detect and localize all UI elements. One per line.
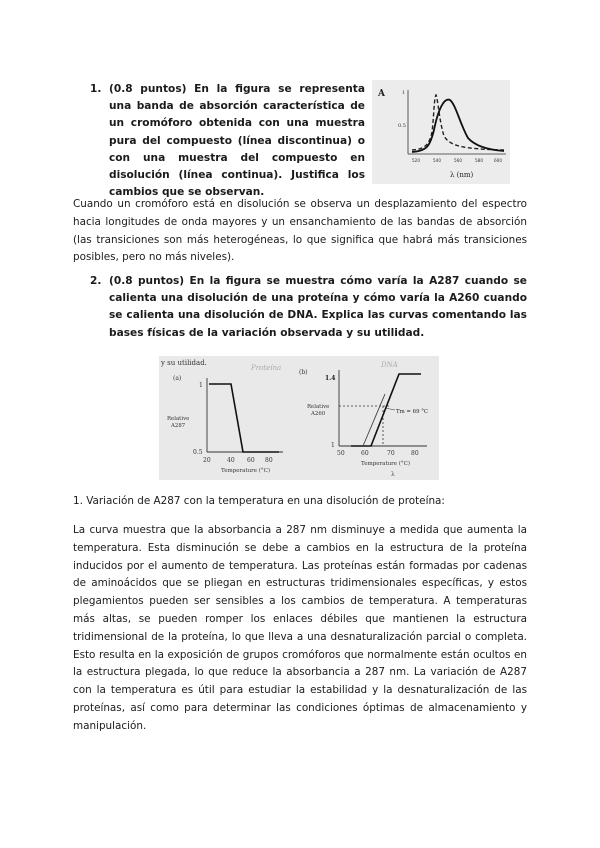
answer-1: Cuando un cromóforo está en disolución se observa un desplazamiento del espectro hacia longitudes de onda mayores y un ensanchamiento de las bandas de absorción (las transiciones son más heterogéneas, lo que significa que habrá más transiciones posibles, pero no más niveles). [73, 198, 527, 264]
section-1-heading: 1. Variación de A287 con la temperatura en una disolución de proteína: [73, 495, 445, 507]
question-1-text: (0.8 puntos) En la figura se representa una banda de absorción característica de un cromóforo obtenida con una muestra pura del compuesto (línea discontinua) o con una muestra del compuesto en disolución (línea continua). Justifica los cambios que se observan. [109, 83, 365, 199]
fig1-y-label: A [378, 89, 385, 99]
fig2a-x-tick-2: 40 [227, 457, 235, 464]
fig2a-x-tick-3: 60 [247, 457, 255, 464]
fig2-top-text: y su utilidad. [161, 359, 207, 367]
fig2a-y-tick-2: 0.5 [193, 449, 203, 456]
fig2b-y-tick-1: 1.4 [325, 375, 336, 382]
fig1-x-tick-2: 540 [433, 158, 441, 163]
fig2a-x-tick-4: 80 [265, 457, 273, 464]
fig1-x-tick-1: 520 [412, 158, 420, 163]
fig2b-x-tick-1: 50 [337, 450, 345, 457]
fig2b-handwriting: DNA [381, 361, 398, 369]
fig1-x-tick-5: 600 [494, 158, 502, 163]
fig2a-y-label-2: A287 [171, 423, 186, 429]
fig2b-y-label-1: Relative [307, 404, 330, 410]
fig1-x-label: λ (nm) [450, 171, 474, 179]
question-2-text: (0.8 puntos) En la figura se muestra cómo varía la A287 cuando se calienta una disolución de una proteína y cómo varía la A260 cuando se calienta una disolución de DNA. Explica las curvas comentando las bases físicas de la variación observada y su utilidad. [109, 275, 527, 339]
fig2b-x-label: Temperature (°C) [361, 461, 411, 467]
fig2a-tag: (a) [173, 375, 182, 382]
fig2b-x-tick-2: 60 [361, 450, 369, 457]
fig1-y-tick-2: 0.5 [398, 123, 406, 129]
fig2b-tm-label: Tm = 69 °C [396, 409, 429, 415]
fig2a-x-tick-1: 20 [203, 457, 211, 464]
question-2-number: 2. [90, 275, 102, 287]
fig1-x-tick-4: 580 [475, 158, 483, 163]
fig2b-x-tick-3: 70 [387, 450, 395, 457]
figure-absorption-band [372, 80, 510, 184]
fig2b-y-label-2: A260 [311, 411, 326, 417]
fig2a-x-label: Temperature (°C) [221, 468, 271, 474]
fig1-y-tick-1: 1 [402, 90, 406, 96]
fig2b-extra-mark: λ [391, 471, 395, 478]
fig1-x-tick-3: 560 [454, 158, 462, 163]
fig2a-handwriting: Proteína [251, 364, 282, 372]
fig2a-y-label-1: Relative [167, 416, 190, 422]
figure-thermal-denaturation [159, 356, 439, 480]
section-1-body: La curva muestra que la absorbancia a 287 nm disminuye a medida que aumenta la temperatura. Esta disminución se debe a cambios en la estructura de la proteína inducidos por el aumento de temperatura. Las proteínas están formadas por cadenas de aminoácidos que se pliegan en estructuras tridimensionales específicas, y estos plegamientos pueden ser sensibles a los cambios de temperatura. A temperaturas más altas, se pueden romper los enlaces débiles que mantienen la estructura tridimensional de la proteína, lo que lleva a una desnaturalización parcial o completa. Esto resulta en la exposición de grupos cromóforos que normalmente están ocultos en la estructura plegada, lo que reduce la absorbancia a 287 nm. La variación de A287 con la temperatura es útil para estudiar la estabilidad y la desnaturalización de las proteínas, así como para determinar las condiciones óptimas de almacenamiento y manipulación. [73, 524, 527, 732]
question-1-number: 1. [90, 83, 102, 95]
fig2b-tag: (b) [299, 369, 308, 376]
fig2b-x-tick-4: 80 [411, 450, 419, 457]
fig2a-y-tick-1: 1 [199, 382, 203, 389]
fig2b-y-tick-2: 1 [331, 442, 335, 449]
